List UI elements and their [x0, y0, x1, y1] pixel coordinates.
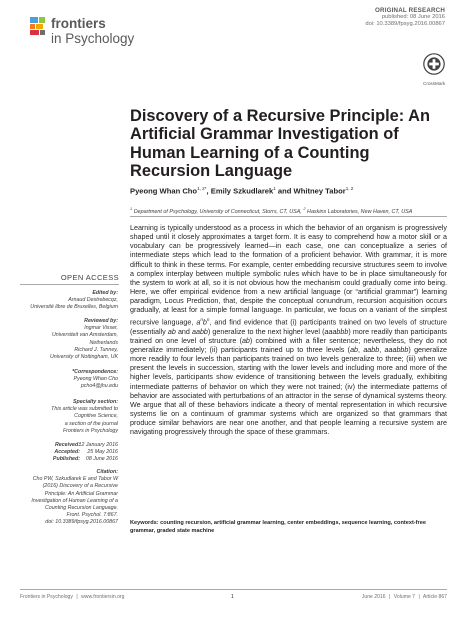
citation-text: Front. Psychol. 7:867.: [66, 512, 118, 519]
crossmark-badge[interactable]: [423, 53, 445, 86]
footer-separator: |: [389, 594, 391, 600]
reviewer-name[interactable]: Ingmar Visser,: [84, 325, 118, 332]
abstract-example: aaabbb: [384, 346, 409, 354]
abstract-text: , and find evidence that (i) participants trained on two levels of structure (essentially: [130, 318, 447, 336]
reviewer-affiliation: Netherlands: [89, 339, 118, 346]
frontiers-logo-icon: [30, 17, 50, 35]
specialty-text: Frontiers in Psychology: [62, 427, 118, 434]
published-date-sidebar: [20, 456, 118, 463]
article-title: Discovery of a Recursive Principle: An Artificial Grammar Investigation of Human Learning of a Counting Recursion Language: [130, 107, 431, 181]
title-divider: [130, 216, 447, 217]
footer-journal-name: Frontiers in Psychology: [20, 594, 73, 600]
reviewed-by-block: [20, 318, 118, 361]
abstract-example: aabb: [192, 327, 208, 336]
article-type: ORIGINAL RESEARCH: [375, 7, 445, 14]
abstract-text: Learning is typically understood as a process in which the behavior of an organism is progressively shaped until it closely approximates a target form. It is easy to comprehend how a motor skill or a vocabulary can be progressively learned—in each case, one can conceptualize a series of intermediate steps which lead to the formation of a proficient behavior. With grammar, it is more difficult to think in these terms. For example, center embedding recursive structures seem to involve a complex interplay between multiple symbolic rules which have to be in place simultaneously for the system to work at all, so it is not obvious how the mechanism could gradually come into being. Here, we offer empirical evidence from a new artificial language (or “artificial grammar”) learning paradigm, Locus Prediction, that, despite the conceptual conundrum, recursion acquisition occurs gradually, at least for a simple formal language. In particular, we focus on a variant of the simplest recursive language,: [130, 224, 447, 327]
abstract-math-sup: n: [206, 317, 210, 323]
footer-url-link[interactable]: www.frontiersin.org: [81, 594, 125, 600]
reviewer-affiliation: Universiteit van Amsterdam,: [51, 332, 118, 339]
affiliation-marker: 2: [303, 206, 306, 211]
abstract-math: b: [202, 318, 207, 327]
citation-text: Investigation of Human Learning of a: [31, 497, 118, 504]
reviewer-affiliation: University of Nottingham, UK: [49, 354, 118, 361]
citation-text: Cho PW, Szkudlarek E and Tabor W: [32, 476, 118, 483]
doi-link[interactable]: doi: 10.3389/fpsyg.2016.00867: [365, 21, 445, 28]
footer-issue: [362, 594, 447, 600]
abstract-math: a: [196, 318, 201, 327]
abstract-example: aaabbb: [324, 327, 349, 336]
keywords-list: counting recursion, artificial grammar learning, center embeddings, sequence learning, context-free grammar, graded state machine: [130, 520, 426, 534]
published-label: Published:: [52, 456, 80, 462]
edited-by-label: Edited by:: [92, 290, 118, 296]
reviewer-name[interactable]: Richard J. Tunney,: [74, 346, 118, 353]
edited-by-block: [20, 290, 118, 312]
affiliation-text: Haskins Laboratories, New Haven, CT, USA: [305, 208, 413, 215]
citation-block: [20, 469, 118, 527]
specialty-text: Cognitive Science,: [74, 413, 118, 420]
footer-journal: [20, 594, 124, 600]
specialty-text: a section of the journal: [64, 420, 118, 427]
footer-date: June 2016: [361, 594, 386, 600]
keywords-label: Keywords:: [130, 520, 159, 526]
citation-text: Counting Recursion Language.: [44, 505, 118, 512]
abstract-text: and: [175, 327, 193, 336]
crossmark-icon: [423, 53, 445, 75]
author-list: [130, 186, 353, 196]
footer-volume: Volume 7: [393, 594, 416, 600]
footer-divider: [20, 589, 447, 590]
abstract-text: ) generalize to the next higher level (: [207, 327, 325, 336]
affiliations: [130, 206, 450, 215]
sidebar-divider: [20, 284, 119, 285]
abstract-example: ab: [167, 327, 176, 336]
reviewed-by-label: Reviewed by:: [84, 318, 118, 324]
correspondence-name: Pyeong Whan Cho: [73, 376, 118, 383]
published-date: published: 08 June 2016: [381, 14, 445, 21]
published-value: 08 June 2016: [85, 456, 118, 462]
abstract: [130, 224, 447, 437]
accepted-date: [20, 449, 118, 456]
logo-name: frontiers: [51, 16, 106, 31]
article-header-info: [365, 7, 445, 29]
affiliation-marker: 1: [130, 206, 133, 211]
keywords: [130, 520, 447, 535]
correspondence-email-link[interactable]: pcho4@jhu.edu: [80, 383, 118, 390]
author-separator: ,: [206, 186, 211, 196]
abstract-text: ) more readily than participants trained on one level of structure (: [130, 327, 447, 345]
author-affiliation-marker: 1, 2*: [197, 186, 207, 191]
received-label: Received:: [54, 442, 80, 448]
specialty-label: Specialty section:: [72, 399, 118, 405]
author-name[interactable]: Whitney Tabor: [293, 186, 346, 196]
received-value: 12 January 2016: [78, 442, 118, 448]
correspondence-block: [20, 369, 118, 391]
correspondence-label: *Correspondence:: [72, 369, 118, 375]
citation-text: (2016) Discovery of a Recursive: [42, 483, 118, 490]
abstract-text: ,: [379, 346, 385, 354]
abstract-text: ) combined with a filler sentence; nevertheless, they do not generalize immediately; (ii) participants trained up to three levels (: [130, 336, 447, 354]
editor-affiliation: Université libre de Bruxelles, Belgium: [30, 304, 118, 311]
editor-name[interactable]: Arnaud Destrebecqz,: [68, 297, 118, 304]
specialty-text: This article was submitted to: [51, 406, 118, 413]
citation-doi-link[interactable]: doi: 10.3389/fpsyg.2016.00867: [45, 519, 118, 526]
abstract-text: ) generalize more readily to four levels than participants trained on two levels generalize to three; (iii) when we present the levels in succession, starting with the lower levels and including more and more of the higher levels, participants show evidence of transitioning between the levels gradually, exhibiting intermediate patterns of behavior on which they were not trained; (iv) the intermediate patterns of behavior are associated with perturbations of an attractor in the sense of dynamical systems theory. We argue that all of these behaviors indicate a theory of mental representation in which recursive systems lie on a continuum of grammar systems which are organized so that grammars that produce similar behaviors are near one another, and that people learning a recursive system are navigating progressively through the space of these grammars.: [130, 346, 448, 437]
citation-label: Citation:: [96, 469, 118, 475]
received-date: [20, 442, 118, 449]
accepted-label: Accepted:: [54, 449, 80, 455]
author-separator: and: [275, 186, 294, 196]
crossmark-label: CrossMark: [423, 81, 446, 86]
logo-journal: in Psychology: [51, 31, 135, 46]
author-name[interactable]: Emily Szkudlarek: [210, 186, 274, 196]
abstract-math-sup: n: [200, 317, 203, 323]
author-name[interactable]: Pyeong Whan Cho: [130, 186, 198, 196]
footer-article: Article 867: [422, 594, 447, 600]
affiliation-text: Department of Psychology, University of Connecticut, Storrs, CT, USA,: [132, 208, 304, 215]
author-affiliation-marker: 1, 2: [345, 186, 354, 191]
accepted-value: 25 May 2016: [87, 449, 118, 455]
citation-text: Principle: An Artificial Grammar: [44, 490, 118, 497]
abstract-example: ab: [241, 336, 250, 345]
abstract-example: aabb: [363, 346, 380, 354]
footer-separator: |: [418, 594, 420, 600]
abstract-text: ,: [358, 346, 364, 354]
open-access-label: OPEN ACCESS: [60, 273, 119, 282]
specialty-block: [20, 399, 118, 435]
abstract-example: ab: [350, 346, 359, 354]
footer-separator: |: [76, 594, 78, 600]
author-affiliation-marker: 1: [273, 186, 276, 191]
page-number: 1: [231, 594, 234, 600]
